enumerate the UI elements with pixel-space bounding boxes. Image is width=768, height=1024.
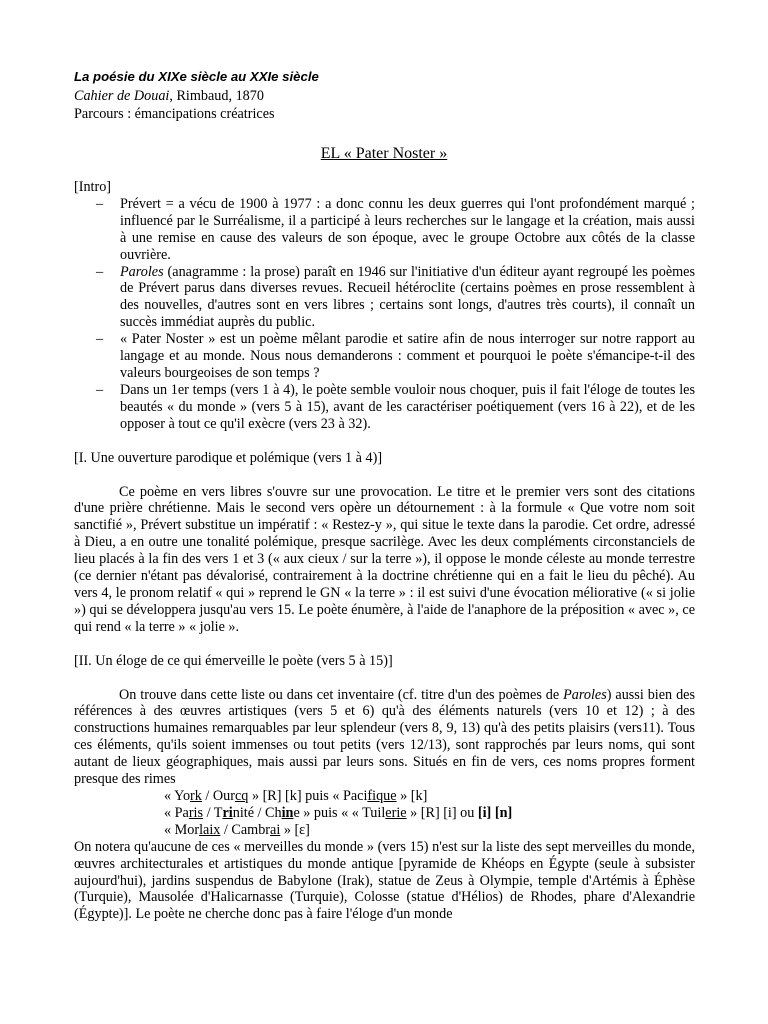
rhyme-line: « Morlaix / Cambrai » [ε] bbox=[164, 821, 310, 838]
section1-heading: [I. Une ouverture parodique et polémique (vers 1 à 4)] bbox=[74, 449, 383, 466]
dash-bullet: – bbox=[96, 195, 104, 212]
intro-heading: [Intro] bbox=[74, 179, 112, 195]
intro-list bbox=[74, 196, 695, 433]
work-reference bbox=[74, 88, 264, 105]
dash-bullet: – bbox=[96, 381, 104, 398]
work-author-year: , Rimbaud, 1870 bbox=[169, 88, 264, 104]
course-title: La poésie du XIXe siècle au XXIe siècle bbox=[74, 69, 319, 84]
rhyme-line: « Paris / Trinité / Chine » puis « « Tuilerie » [R] [i] ou [i] [n] bbox=[164, 804, 513, 821]
rhyme-line: « York / Ourcq » [R] [k] puis « Pacifique » [k] bbox=[164, 788, 428, 804]
page-title: EL « Pater Noster » bbox=[320, 145, 448, 162]
document-body bbox=[74, 179, 695, 923]
intro-item: – « Pater Noster » est un poème mêlant parodie et satire afin de nous interroger sur notre rapport au langage et au monde. Nous nous demanderons : comment et pourquoi le poète s'émancipe-t-il des valeurs bourgeoises de son temps ? bbox=[96, 331, 695, 381]
collection-title: Paroles bbox=[120, 263, 164, 280]
dash-bullet: – bbox=[96, 331, 104, 348]
parcours-line: Parcours : émancipations créatrices bbox=[74, 106, 275, 122]
intro-item: – Paroles (anagramme : la prose) paraît en 1946 sur l'initiative d'un éditeur ayant regroupé les poèmes de Prévert parus dans diverses revues. Recueil hétéroclite (certains poèmes en prose ressemblent à des nouvelles, d'autres sont en vers libres ; certains sont longs, d'autres très courts), il connaît un succès immédiat auprès du public. bbox=[96, 263, 695, 331]
section1-paragraph: Ce poème en vers libres s'ouvre sur une provocation. Le titre et le premier vers sont des citations d'une prière chrétienne. Mais le second vers opère un détournement : à la formule « Que votre nom soit sanctifié », Prévert substitue un impératif : « Restez-y », qui situe le texte dans la parodie. Cet ordre, adressé à Dieu, a en outre une tonalité polémique, presque sacrilège. Avec les deux compléments circonstanciels de lieu placés à la fin des vers 1 et 3 (« aux cieux / sur la terre »), il oppose le monde céleste au monde terrestre (ce dernier n'étant pas dévalorisé, contrairement à la doctrine chrétienne qui en a fait le lieu du pêché). Au vers 4, le pronom relatif « qui » reprend le GN « la terre » : il est suivi d'une évocation méliorative (« si jolie ») qui se développera jusqu'au vers 15. Le poète énumère, à l'aide de l'anaphore de la préposition « avec », ce qui rend « la terre » « jolie ». bbox=[74, 483, 695, 635]
work-title: Cahier de Douai bbox=[74, 88, 170, 104]
intro-item: – Dans un 1er temps (vers 1 à 4), le poète semble vouloir nous choquer, puis il fait l'éloge de toutes les beautés « du monde » (vers 5 à 15), avant de les caractériser poétiquement (vers 16 à 22), et de les opposer à tout ce qu'il exècre (vers 23 à 32). bbox=[96, 381, 695, 432]
dash-bullet: – bbox=[96, 263, 104, 280]
section2-final-paragraph: On notera qu'aucune de ces « merveilles du monde » (vers 15) n'est sur la liste des sept merveilles du monde, œuvres architecturales et artistiques du monde antique [pyramide de Khéops en Égypte (seule à subsister aujourd'hui), jardins suspendus de Babylone (Irak), statue de Zeus à Olympie, temple d'Artémis à Éphèse (Turquie), Mausolée d'Halicarnasse (Turquie), Colosse (statue d'Hélios) de Rhodes, phare d'Alexandrie (Égypte)]. Le poète ne cherche donc pas à faire l'éloge d'un monde bbox=[74, 838, 695, 923]
section2-paragraph: On trouve dans cette liste ou dans cet inventaire (cf. titre d'un des poèmes de Paroles) aussi bien des références à des œuvres artistiques (vers 5 et 6) qu'à des éléments naturels (vers 10 et 12) ; à des constructions humaines remarquables par leur splendeur (vers 8, 9, 13) qu'à des petits plaisirs (vers11). Tous ces éléments, qu'ils soient immenses ou tout petits (vers 12/13), sont rapprochés par leurs noms, qui sont autant de lieux géographiques, mais aussi par leurs sons. Situés en fin de vers, ces noms propres forment presque des rimes bbox=[74, 686, 695, 788]
intro-item: – Prévert = a vécu de 1900 à 1977 : a donc connu les deux guerres qui l'ont profondément marqué ; influencé par le Surréalisme, il a participé à leurs recherches sur le langage et la création, mais aussi à une remise en cause des valeurs de son époque, avec le groupe Octobre aux côtés de la classe ouvrière. bbox=[96, 195, 695, 263]
section2-heading: [II. Un éloge de ce qui émerveille le poète (vers 5 à 15)] bbox=[74, 652, 393, 669]
